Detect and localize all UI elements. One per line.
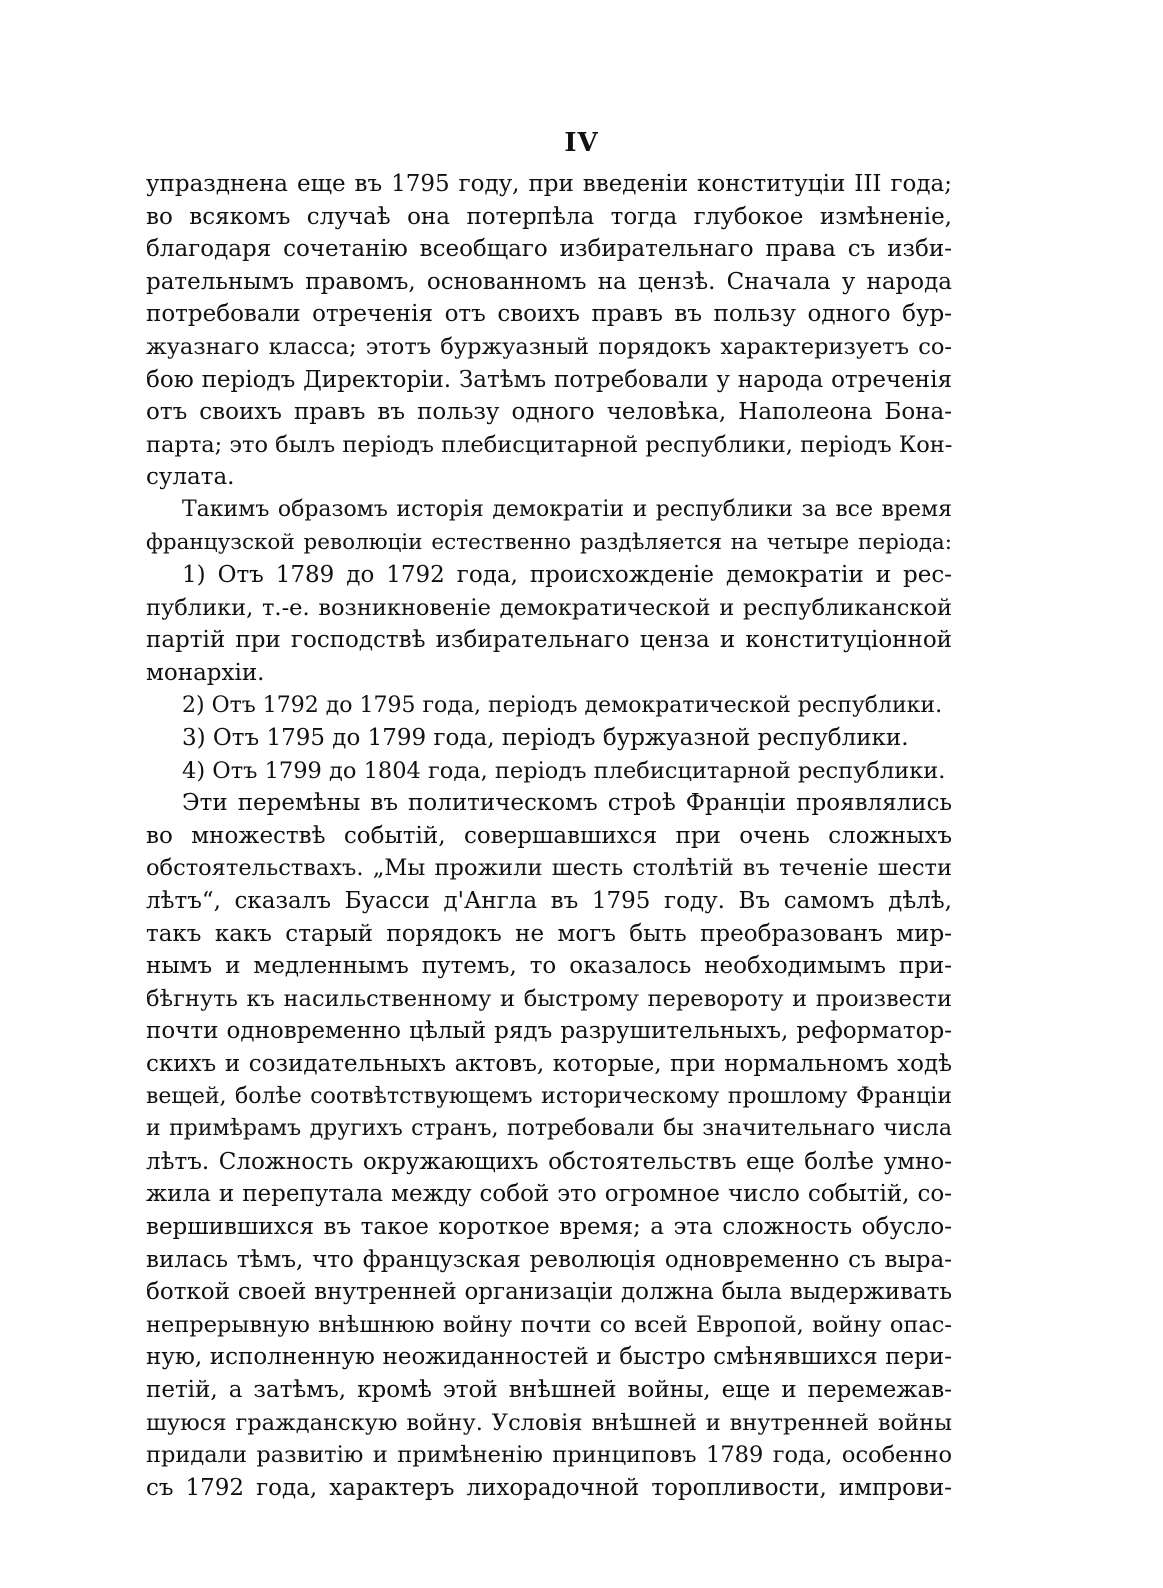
text-line: партій при господствѣ избирательнаго ценза и конституціонной [146, 627, 952, 654]
text-line: рательнымъ правомъ, основанномъ на цензѣ. Сначала у народа [146, 268, 952, 295]
text-line: шуюся гражданскую войну. Условія внѣшней и внутренней войны [146, 1409, 952, 1436]
text-line: съ 1792 года, характеръ лихорадочной торопливости, импрови- [146, 1474, 952, 1501]
text-line: жуазнаго класса; этотъ буржуазный порядокъ характеризуетъ со- [146, 333, 952, 360]
body-text [146, 168, 952, 1504]
text-line: потребовали отреченія отъ своихъ правъ въ пользу одного бур- [146, 301, 952, 328]
text-line: сулата. [146, 464, 235, 491]
text-line: придали развитію и примѣненію принциповъ 1789 года, особенно [146, 1442, 952, 1469]
text-line: вилась тѣмъ, что французская революція одновременно съ выра- [146, 1246, 952, 1273]
text-line: благодаря сочетанію всеобщаго избирательнаго права съ изби- [146, 236, 952, 263]
text-line: 4) Отъ 1799 до 1804 года, періодъ плебисцитарной республики. [182, 757, 946, 784]
text-line: публики, т.-е. возникновеніе демократической и республиканской [146, 594, 952, 621]
text-line: во всякомъ случаѣ она потерпѣла тогда глубокое измѣненіе, [146, 203, 952, 230]
text-line: нымъ и медленнымъ путемъ, то оказалось необходимымъ при- [146, 953, 952, 980]
page-number: IV [564, 128, 599, 158]
text-line: 3) Отъ 1795 до 1799 года, періодъ буржуазной республики. [182, 725, 909, 752]
text-line: петій, а затѣмъ, кромѣ этой внѣшней войны, еще и перемежав- [146, 1376, 952, 1403]
text-line: непрерывную внѣшнюю войну почти со всей Европой, войну опас- [146, 1311, 952, 1338]
text-line: бѣгнуть къ насильственному и быстрому перевороту и произвести [146, 985, 952, 1012]
text-line: упразднена еще въ 1795 году, при введеніи конституціи III года; [146, 171, 952, 197]
text-line: обстоятельствахъ. „Мы прожили шесть столѣтій въ теченіе шести [146, 855, 952, 882]
text-line: лѣтъ“, сказалъ Буасси д'Англа въ 1795 году. Въ самомъ дѣлѣ, [146, 888, 952, 915]
text-line: парта; это былъ періодъ плебисцитарной республики, періодъ Кон- [146, 431, 952, 458]
text-line: во множествѣ событій, совершавшихся при очень сложныхъ [146, 822, 952, 849]
text-line: 1) Отъ 1789 до 1792 года, происхожденіе демократіи и рес- [182, 562, 952, 589]
text-line: бою періодъ Директоріи. Затѣмъ потребовали у народа отреченія [146, 366, 952, 393]
text-line: Такимъ образомъ исторія демократіи и республики за все время [182, 496, 952, 522]
text-line: такъ какъ старый порядокъ не могъ быть преобразованъ мир- [146, 920, 952, 947]
text-line: жила и перепутала между собой это огромное число событій, со- [146, 1181, 952, 1208]
text-line: монархіи. [146, 659, 265, 686]
text-line: почти одновременно цѣлый рядъ разрушительныхъ, реформатор- [146, 1018, 952, 1045]
text-line: французской революціи естественно раздѣляется на четыре періода: [146, 529, 952, 555]
text-line: Эти перемѣны въ политическомъ строѣ Франціи проявлялись [182, 790, 952, 817]
text-line: вершившихся въ такое короткое время; а эта сложность обусло- [146, 1214, 952, 1240]
text-line: отъ своихъ правъ въ пользу одного человѣка, Наполеона Бона- [146, 399, 952, 426]
text-line: вещей, болѣе соотвѣтствующемъ историческому прошлому Франціи [146, 1083, 952, 1109]
text-line: скихъ и созидательныхъ актовъ, которые, при нормальномъ ходѣ [146, 1051, 952, 1078]
text-line: боткой своей внутренней организаціи должна была выдерживать [146, 1279, 952, 1306]
text-line: и примѣрамъ другихъ странъ, потребовали бы значительнаго числа [146, 1116, 952, 1142]
text-line: 2) Отъ 1792 до 1795 года, періодъ демократической республики. [182, 692, 943, 718]
text-line: ную, исполненную неожиданностей и быстро смѣнявшихся пери- [146, 1344, 952, 1371]
text-line: лѣтъ. Сложность окружающихъ обстоятельствъ еще болѣе умно- [146, 1148, 952, 1175]
